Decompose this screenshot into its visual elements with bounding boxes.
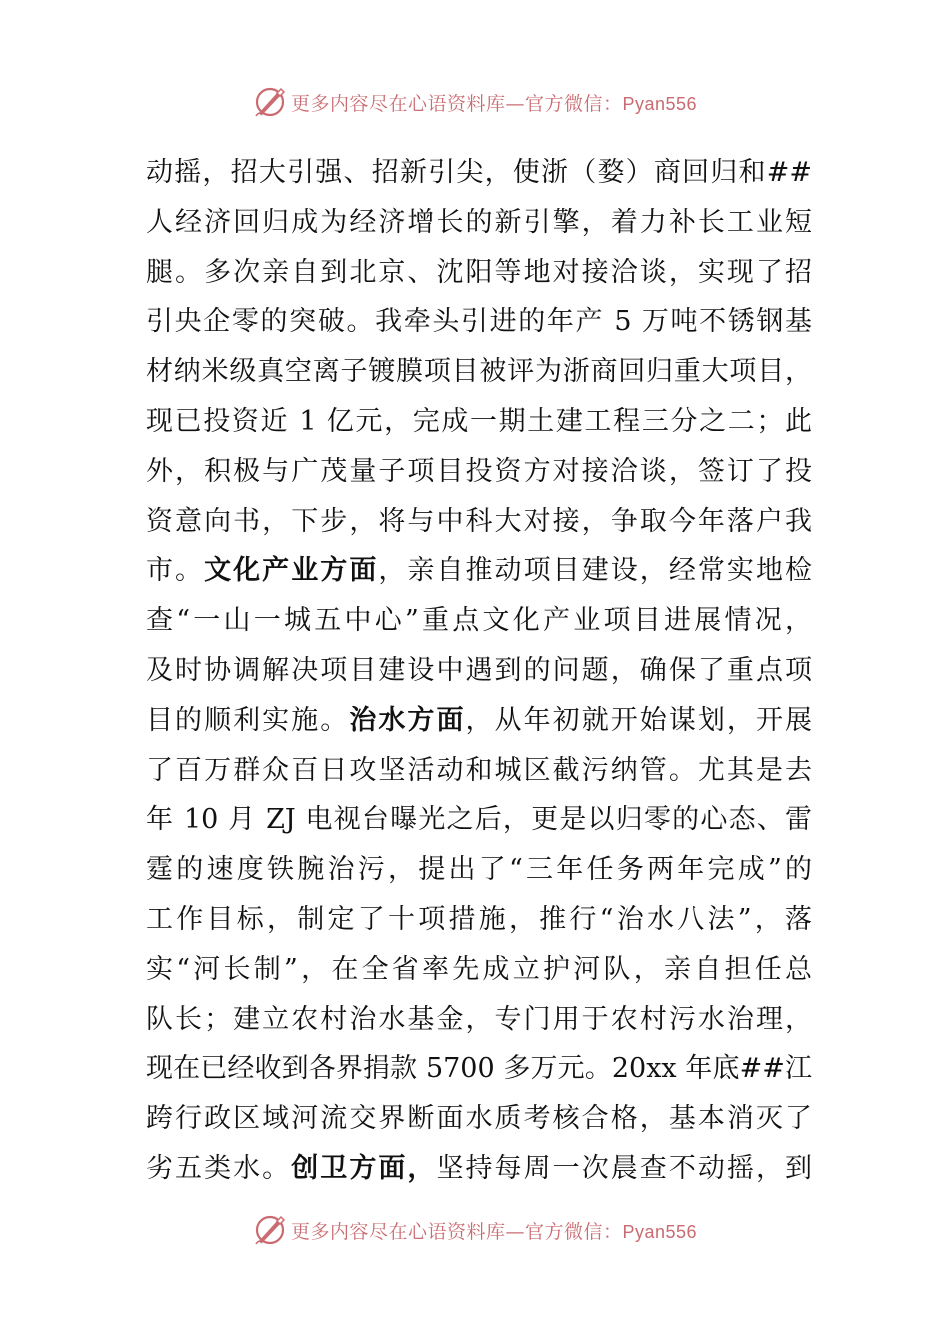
text-line bbox=[146, 1044, 812, 1094]
text-line bbox=[146, 248, 812, 298]
section-heading: 治水方面 bbox=[349, 704, 466, 736]
text-segment: 队长；建立农村治水基金，专门用于农村污水治理， bbox=[146, 1003, 812, 1035]
text-line bbox=[146, 596, 812, 646]
text-segment: 腿。多次亲自到北京、沈阳等地对接洽谈，实现了招 bbox=[146, 256, 812, 288]
banner-wechat-id: Pyan556 bbox=[622, 93, 698, 114]
text-segment: 外，积极与广茂量子项目投资方对接洽谈，签订了投 bbox=[146, 455, 812, 487]
pen-circle-logo-icon bbox=[253, 85, 287, 119]
text-segment: ，亲自推动项目建设，经常实地检 bbox=[378, 555, 813, 587]
text-segment: 资意向书，下步，将与中科大对接，争取今年落户我 bbox=[146, 505, 812, 537]
text-line bbox=[146, 546, 812, 596]
page-footer-banner bbox=[0, 1210, 950, 1250]
text-segment: 及时协调解决项目建设中遇到的问题，确保了重点项 bbox=[146, 654, 812, 686]
text-segment: 材纳米级真空离子镀膜项目被评为浙商回归重大项目， bbox=[146, 356, 812, 388]
text-segment: 跨行政区域河流交界断面水质考核合格，基本消灭了 bbox=[146, 1103, 812, 1135]
text-segment: ，从年初就开始谋划，开展 bbox=[465, 704, 813, 736]
page-header-banner bbox=[0, 82, 950, 122]
text-line bbox=[146, 646, 812, 696]
banner-text bbox=[291, 1217, 697, 1244]
text-line bbox=[146, 945, 812, 995]
text-segment: 了百万群众百日攻坚活动和城区截污纳管。尤其是去 bbox=[146, 754, 812, 786]
banner-wechat-id: Pyan556 bbox=[622, 1221, 698, 1242]
text-segment: 现已投资近 1 亿元，完成一期土建工程三分之二；此 bbox=[146, 405, 812, 437]
text-segment: 实“河长制”，在全省率先成立护河队，亲自担任总 bbox=[146, 953, 812, 985]
text-line bbox=[146, 198, 812, 248]
banner-site-text: 更多内容尽在心语资料库—官方微信： bbox=[290, 1220, 623, 1243]
text-segment: 动摇，招大引强、招新引尖，使浙（婺）商回归和## bbox=[146, 157, 812, 188]
banner-site-text: 更多内容尽在心语资料库—官方微信： bbox=[290, 92, 623, 115]
text-line bbox=[146, 347, 812, 397]
text-segment: 查“一山一城五中心”重点文化产业项目进展情况， bbox=[146, 605, 812, 637]
text-segment: 工作目标，制定了十项措施，推行“治水八法”，落 bbox=[146, 903, 812, 935]
section-heading: 文化产业方面 bbox=[204, 555, 379, 587]
text-line bbox=[146, 148, 812, 198]
text-segment: 人经济回归成为经济增长的新引擎，着力补长工业短 bbox=[146, 206, 812, 238]
text-line bbox=[146, 696, 812, 746]
text-line bbox=[146, 895, 812, 945]
text-segment: 劣五类水。 bbox=[146, 1152, 292, 1184]
text-line bbox=[146, 447, 812, 497]
text-line bbox=[146, 795, 812, 845]
text-segment: 现在已经收到各界捐款 5700 多万元。20xx 年底##江 bbox=[146, 1053, 812, 1085]
pen-circle-logo-icon bbox=[253, 1213, 287, 1247]
text-line bbox=[146, 995, 812, 1045]
text-line bbox=[146, 1094, 812, 1144]
document-body bbox=[146, 148, 812, 1194]
section-heading: 创卫方面， bbox=[291, 1152, 437, 1184]
text-line bbox=[146, 397, 812, 447]
text-line bbox=[146, 497, 812, 547]
text-line bbox=[146, 1144, 812, 1194]
text-segment: 引央企零的突破。我牵头引进的年产 5 万吨不锈钢基 bbox=[146, 306, 812, 338]
text-segment: 坚持每周一次晨查不动摇，到 bbox=[436, 1152, 813, 1184]
text-line bbox=[146, 297, 812, 347]
banner-text bbox=[291, 89, 697, 116]
text-segment: 目的顺利实施。 bbox=[146, 704, 350, 736]
text-line bbox=[146, 845, 812, 895]
text-line bbox=[146, 746, 812, 796]
text-segment: 霆的速度铁腕治污，提出了“三年任务两年完成”的 bbox=[146, 854, 812, 886]
text-segment: 年 10 月 ZJ 电视台曝光之后，更是以归零的心态、雷 bbox=[146, 804, 812, 836]
text-segment: 市。 bbox=[146, 555, 205, 587]
